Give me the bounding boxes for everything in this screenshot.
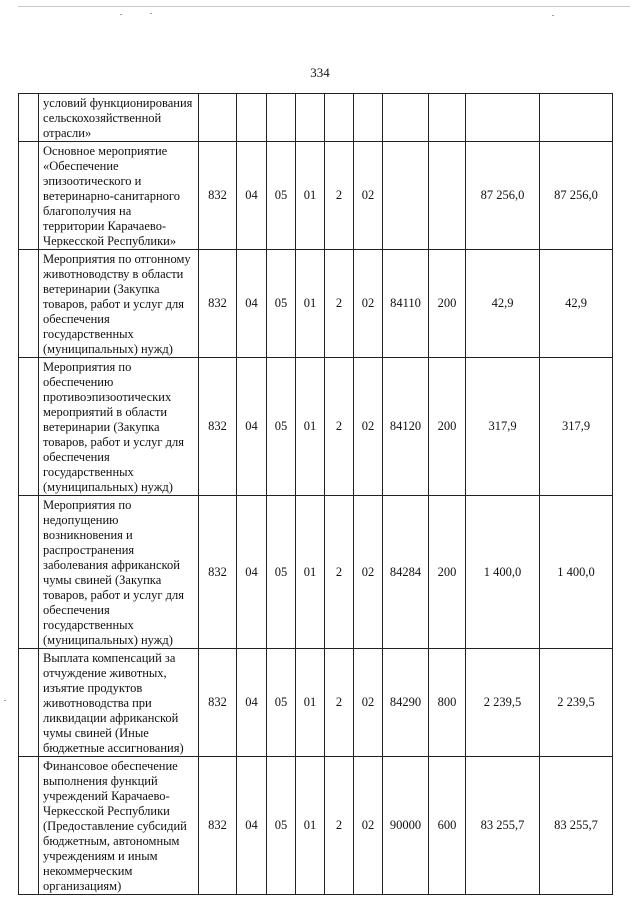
direction-code: 84120 bbox=[383, 358, 429, 496]
row-number-cell bbox=[19, 757, 39, 895]
amount-total bbox=[540, 94, 613, 142]
row-number-cell bbox=[19, 94, 39, 142]
event-code bbox=[354, 94, 383, 142]
event-code: 02 bbox=[354, 496, 383, 649]
subsection-code: 05 bbox=[267, 496, 296, 649]
section-code: 04 bbox=[237, 142, 267, 250]
subsection-code: 05 bbox=[267, 358, 296, 496]
subsection-code: 05 bbox=[267, 757, 296, 895]
item-name: условий функционирования сельскохозяйственной отрасли» bbox=[39, 94, 199, 142]
row-number-cell bbox=[19, 496, 39, 649]
section-code: 04 bbox=[237, 358, 267, 496]
row-number-cell bbox=[19, 142, 39, 250]
item-name: Мероприятия по обеспечению противоэпизоотических мероприятий в области ветеринарии (Закупка товаров, работ и услуг для обеспечения государственных (муниципальных) нужд) bbox=[39, 358, 199, 496]
expense-type-code: 600 bbox=[429, 757, 466, 895]
subprogram-code: 2 bbox=[325, 757, 354, 895]
item-name: Финансовое обеспечение выполнения функций учреждений Карачаево-Черкесской Республики (Предоставление субсидий бюджетным, автономным учреждениям и иным некоммерческим организациям) bbox=[39, 757, 199, 895]
direction-code: 84110 bbox=[383, 250, 429, 358]
expense-type-code: 200 bbox=[429, 250, 466, 358]
amount bbox=[466, 94, 540, 142]
direction-code bbox=[383, 94, 429, 142]
amount-total: 1 400,0 bbox=[540, 496, 613, 649]
expense-type-code: 800 bbox=[429, 649, 466, 757]
ministry-code: 832 bbox=[199, 649, 237, 757]
subprogram-code: 2 bbox=[325, 142, 354, 250]
expense-type-code bbox=[429, 94, 466, 142]
direction-code: 84284 bbox=[383, 496, 429, 649]
section-code: 04 bbox=[237, 649, 267, 757]
row-number-cell bbox=[19, 649, 39, 757]
amount: 1 400,0 bbox=[466, 496, 540, 649]
item-name: Мероприятия по недопущению возникновения и распространения заболевания африканской чумы свиней (Закупка товаров, работ и услуг для обеспечения государственных (муниципальных) нужд) bbox=[39, 496, 199, 649]
expense-type-code bbox=[429, 142, 466, 250]
row-number-cell bbox=[19, 358, 39, 496]
table-row bbox=[19, 496, 613, 649]
program-code bbox=[296, 94, 325, 142]
item-name: Выплата компенсаций за отчуждение животных, изъятие продуктов животноводства при ликвидации африканской чумы свиней (Иные бюджетные ассигнования) bbox=[39, 649, 199, 757]
program-code: 01 bbox=[296, 142, 325, 250]
program-code: 01 bbox=[296, 496, 325, 649]
amount-total: 42,9 bbox=[540, 250, 613, 358]
ministry-code: 832 bbox=[199, 142, 237, 250]
subsection-code: 05 bbox=[267, 142, 296, 250]
amount: 317,9 bbox=[466, 358, 540, 496]
row-number-cell bbox=[19, 250, 39, 358]
direction-code bbox=[383, 142, 429, 250]
table-row bbox=[19, 757, 613, 895]
scan-speck bbox=[552, 15, 554, 16]
subsection-code: 05 bbox=[267, 649, 296, 757]
ministry-code: 832 bbox=[199, 358, 237, 496]
section-code bbox=[237, 94, 267, 142]
scan-speck bbox=[150, 13, 152, 14]
table-row bbox=[19, 250, 613, 358]
ministry-code: 832 bbox=[199, 250, 237, 358]
event-code: 02 bbox=[354, 142, 383, 250]
page-number: 334 bbox=[310, 65, 330, 80]
amount-total: 87 256,0 bbox=[540, 142, 613, 250]
direction-code: 84290 bbox=[383, 649, 429, 757]
item-name: Основное мероприятие «Обеспечение эпизоотического и ветеринарно-санитарного благополучия на территории Карачаево-Черкесской Республики» bbox=[39, 142, 199, 250]
event-code: 02 bbox=[354, 757, 383, 895]
program-code: 01 bbox=[296, 757, 325, 895]
subprogram-code: 2 bbox=[325, 649, 354, 757]
ministry-code bbox=[199, 94, 237, 142]
table-row bbox=[19, 358, 613, 496]
table-row bbox=[19, 649, 613, 757]
section-code: 04 bbox=[237, 757, 267, 895]
event-code: 02 bbox=[354, 649, 383, 757]
expense-type-code: 200 bbox=[429, 358, 466, 496]
subprogram-code bbox=[325, 94, 354, 142]
event-code: 02 bbox=[354, 358, 383, 496]
amount: 2 239,5 bbox=[466, 649, 540, 757]
table-row bbox=[19, 142, 613, 250]
amount-total: 2 239,5 bbox=[540, 649, 613, 757]
event-code: 02 bbox=[354, 250, 383, 358]
subprogram-code: 2 bbox=[325, 358, 354, 496]
program-code: 01 bbox=[296, 358, 325, 496]
amount-total: 317,9 bbox=[540, 358, 613, 496]
ministry-code: 832 bbox=[199, 496, 237, 649]
direction-code: 90000 bbox=[383, 757, 429, 895]
section-code: 04 bbox=[237, 496, 267, 649]
ministry-code: 832 bbox=[199, 757, 237, 895]
scan-top-border bbox=[18, 6, 630, 7]
subsection-code bbox=[267, 94, 296, 142]
program-code: 01 bbox=[296, 250, 325, 358]
subprogram-code: 2 bbox=[325, 496, 354, 649]
amount-total: 83 255,7 bbox=[540, 757, 613, 895]
subprogram-code: 2 bbox=[325, 250, 354, 358]
subsection-code: 05 bbox=[267, 250, 296, 358]
program-code: 01 bbox=[296, 649, 325, 757]
amount: 83 255,7 bbox=[466, 757, 540, 895]
item-name: Мероприятия по отгонному животноводству в области ветеринарии (Закупка товаров, работ и услуг для обеспечения государственных (муниципальных) нужд) bbox=[39, 250, 199, 358]
budget-table bbox=[18, 93, 613, 895]
scan-speck bbox=[4, 700, 6, 701]
scan-speck bbox=[120, 14, 122, 15]
section-code: 04 bbox=[237, 250, 267, 358]
amount: 87 256,0 bbox=[466, 142, 540, 250]
table-row bbox=[19, 94, 613, 142]
expense-type-code: 200 bbox=[429, 496, 466, 649]
amount: 42,9 bbox=[466, 250, 540, 358]
